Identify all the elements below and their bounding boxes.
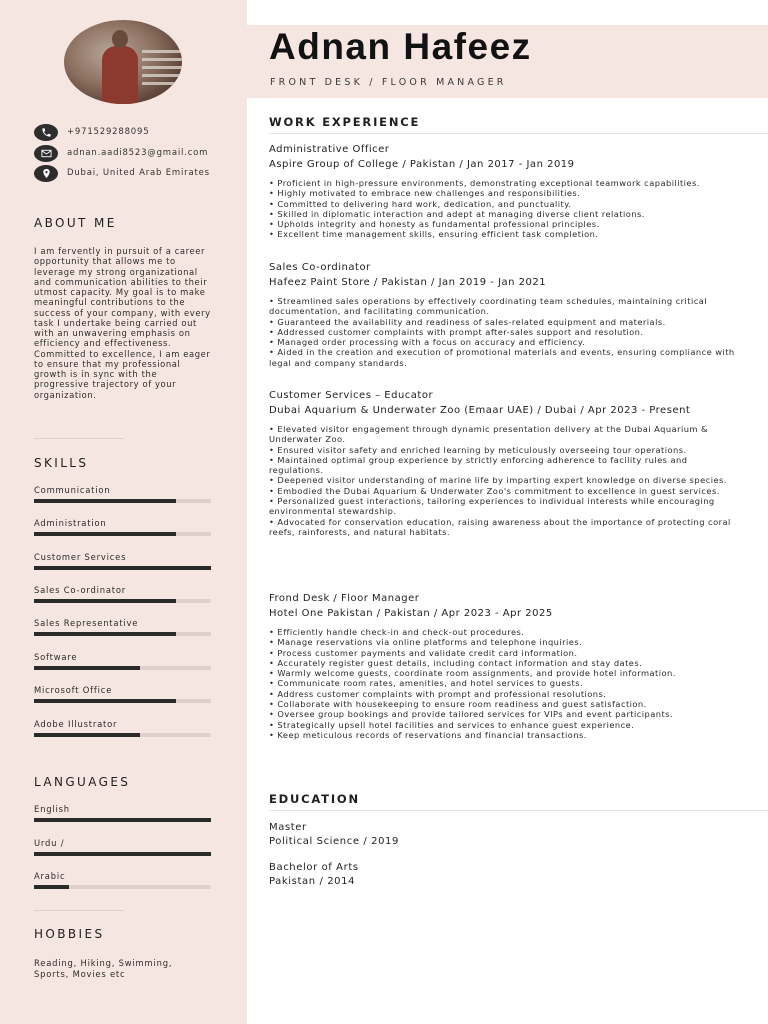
job-bullet: • Addressed customer complaints with prompt after-sales support and resolution.	[269, 326, 644, 337]
skill-item	[34, 485, 212, 495]
skill-label: Sales Representative	[34, 618, 139, 628]
skill-label: Administration	[34, 518, 107, 528]
job-bullet: • Efficiently handle check-in and check-out procedures.	[269, 627, 525, 637]
skill-bar	[34, 532, 211, 536]
job-bullet: • Proficient in high-pressure environments, demonstrating exceptional teamwork capabilities.	[269, 178, 700, 188]
job-bullets	[269, 296, 739, 368]
skill-bar-fill	[34, 599, 176, 603]
skill-bar	[34, 499, 211, 503]
job-bullet: • Collaborate with housekeeping to ensure room readiness and guest satisfaction.	[269, 699, 647, 710]
job-bullet: • Manage reservations via online platforms and telephone inquiries.	[269, 637, 583, 648]
skill-bar-fill	[34, 566, 211, 570]
job-bullet: • Upholds integrity and honesty as fundamental professional principles.	[269, 219, 600, 230]
skill-item	[34, 618, 212, 628]
skill-label: Sales Co-ordinator	[34, 585, 127, 595]
job-role: Administrative Officer	[269, 144, 390, 155]
skill-bar-fill	[34, 532, 176, 536]
language-bar	[34, 818, 211, 822]
job-role: Frond Desk / Floor Manager	[269, 593, 420, 604]
skill-bar-fill	[34, 666, 140, 670]
education-degree: Master	[269, 822, 307, 833]
skill-label: Software	[34, 652, 78, 662]
job-bullet: • Strategically upsell hotel facilities and services to enhance guest experience.	[269, 719, 635, 730]
skill-item	[34, 719, 212, 729]
email-icon	[34, 145, 58, 162]
job-bullet: • Communicate room rates, amenities, and hotel services to guests.	[269, 678, 584, 689]
job-bullet: • Process customer payments and validate credit card information.	[269, 647, 578, 658]
education-entry	[269, 861, 359, 889]
job-bullet: • Embodied the Dubai Aquarium & Underwater Zoo's commitment to excellence in guest services.	[269, 485, 720, 496]
job-bullet: • Personalized guest interactions, tailoring experiences to individual interests while encouraging environmental stewardship.	[269, 496, 715, 517]
skill-bar	[34, 566, 211, 570]
skill-label: Communication	[34, 485, 111, 495]
job-bullets	[269, 424, 739, 537]
job-bullet: • Oversee group bookings and provide tailored services for VIPs and event participants.	[269, 709, 674, 720]
job-entry	[269, 593, 739, 740]
hobbies-heading: HOBBIES	[34, 927, 105, 941]
job-bullet: • Highly motivated to embrace new challenges and responsibilities.	[269, 188, 581, 199]
language-label: Arabic	[34, 871, 66, 881]
education-degree: Bachelor of Arts	[269, 862, 359, 873]
job-bullet: • Aided in the creation and execution of promotional materials and events, ensuring compliance with legal and company standards.	[269, 347, 735, 368]
job-bullet: • Maintained optimal group experience by strictly enforcing adherence to facility rules and regulations.	[269, 454, 688, 476]
job-bullet: • Excellent time management skills, ensuring efficient task completion.	[269, 229, 599, 240]
skill-label: Adobe Illustrator	[34, 719, 118, 729]
hobbies-text: Reading, Hiking, Swimming, Sports, Movies etc	[34, 958, 173, 979]
job-meta: Hafeez Paint Store / Pakistan / Jan 2019 - Jan 2021	[269, 277, 547, 288]
candidate-title: FRONT DESK / FLOOR MANAGER	[270, 77, 507, 88]
job-meta: Hotel One Pakistan / Pakistan / Apr 2023 - Apr 2025	[269, 608, 553, 619]
language-label: English	[34, 804, 70, 814]
about-heading: ABOUT ME	[34, 216, 117, 230]
contact-location	[34, 164, 210, 182]
location-pin-icon	[34, 165, 58, 182]
skill-item	[34, 552, 212, 562]
skill-label: Customer Services	[34, 552, 127, 562]
skill-bar-fill	[34, 632, 176, 636]
job-entry	[269, 390, 739, 537]
job-meta: Aspire Group of College / Pakistan / Jan 2017 - Jan 2019	[269, 159, 575, 170]
contact-email	[34, 144, 208, 162]
location-text: Dubai, United Arab Emirates	[67, 168, 210, 178]
education-detail: Pakistan / 2014	[269, 876, 356, 887]
divider	[34, 910, 124, 911]
skill-bar	[34, 733, 211, 737]
skill-label: Microsoft Office	[34, 685, 113, 695]
job-entry	[269, 144, 739, 240]
job-bullet: • Guaranteed the availability and readiness of sales-related equipment and materials.	[269, 316, 666, 327]
language-item	[34, 871, 212, 881]
job-bullet: • Managed order processing with a focus on accuracy and efficiency.	[269, 337, 586, 348]
education-heading: EDUCATION	[269, 792, 360, 806]
skill-bar	[34, 599, 211, 603]
job-bullets	[269, 178, 739, 240]
skill-item	[34, 652, 212, 662]
education-detail: Political Science / 2019	[269, 836, 399, 847]
language-item	[34, 838, 212, 848]
language-label: Urdu /	[34, 838, 65, 848]
job-bullet: • Ensured visitor safety and enriched learning by meticulously overseeing tour operations.	[269, 444, 687, 455]
language-item	[34, 804, 212, 814]
skills-heading: SKILLS	[34, 456, 89, 470]
languages-heading: LANGUAGES	[34, 775, 131, 789]
candidate-name: Adnan Hafeez	[269, 26, 532, 67]
skill-bar-fill	[34, 499, 176, 503]
skill-item	[34, 685, 212, 695]
education-entry	[269, 821, 399, 849]
about-text: I am fervently in pursuit of a career opportunity that allows me to leverage my strong organizational and communication abilities to their utmost capacity. My goal is to make meaningful contributions to the success of your company, with every task I undertake being carried out with an unwavering emphasis on efficiency and effectiveness. Committed to excellence, I am eager to ensure that my professional growth is in sync with the progressive trajectory of your organization.	[34, 246, 211, 400]
job-role: Customer Services – Educator	[269, 390, 434, 401]
email-address: adnan.aadi8523@gmail.com	[67, 148, 209, 158]
job-bullet: • Skilled in diplomatic interaction and adept at managing diverse client relations.	[269, 208, 645, 219]
job-bullet: • Advocated for conservation education, raising awareness about the importance of protecting coral reefs, rainforests, and natural habitats.	[269, 516, 731, 537]
job-bullet: • Committed to delivering hard work, dedication, and punctuality.	[269, 198, 572, 209]
job-role: Sales Co-ordinator	[269, 262, 371, 273]
language-bar-fill	[34, 818, 211, 822]
skill-item	[34, 585, 212, 595]
skill-bar	[34, 632, 211, 636]
contact-phone	[34, 123, 149, 141]
profile-photo	[64, 20, 182, 104]
skill-bar	[34, 666, 211, 670]
language-bar	[34, 885, 211, 889]
job-bullets	[269, 627, 739, 740]
divider	[269, 133, 768, 134]
job-bullet: • Streamlined sales operations by effectively coordinating team schedules, maintaining critical documentation, and facilitating communication.	[269, 296, 708, 317]
language-bar	[34, 852, 211, 856]
skill-bar	[34, 699, 211, 703]
job-bullet: • Deepened visitor understanding of marine life by imparting expert knowledge on diverse species.	[269, 475, 727, 486]
skill-bar-fill	[34, 733, 140, 737]
phone-icon	[34, 124, 58, 141]
language-bar-fill	[34, 885, 69, 889]
job-bullet: • Keep meticulous records of reservations and financial transactions.	[269, 729, 587, 740]
job-bullet: • Accurately register guest details, including contact information and stay dates.	[269, 657, 643, 668]
job-meta: Dubai Aquarium & Underwater Zoo (Emaar UAE) / Dubai / Apr 2023 - Present	[269, 405, 691, 416]
divider	[269, 810, 768, 811]
work-experience-heading: WORK EXPERIENCE	[269, 115, 421, 129]
phone-number: +971529288095	[67, 127, 150, 137]
job-bullet: • Warmly welcome guests, coordinate room assignments, and provide hotel information.	[269, 668, 676, 679]
sidebar	[0, 0, 247, 1024]
job-bullet: • Elevated visitor engagement through dynamic presentation delivery at the Dubai Aquarium & Underwater Zoo.	[269, 424, 708, 445]
job-bullet: • Address customer complaints with prompt and professional resolutions.	[269, 688, 607, 699]
skill-item	[34, 518, 212, 528]
divider	[34, 438, 124, 439]
skill-bar-fill	[34, 699, 176, 703]
job-entry	[269, 262, 739, 368]
language-bar-fill	[34, 852, 211, 856]
